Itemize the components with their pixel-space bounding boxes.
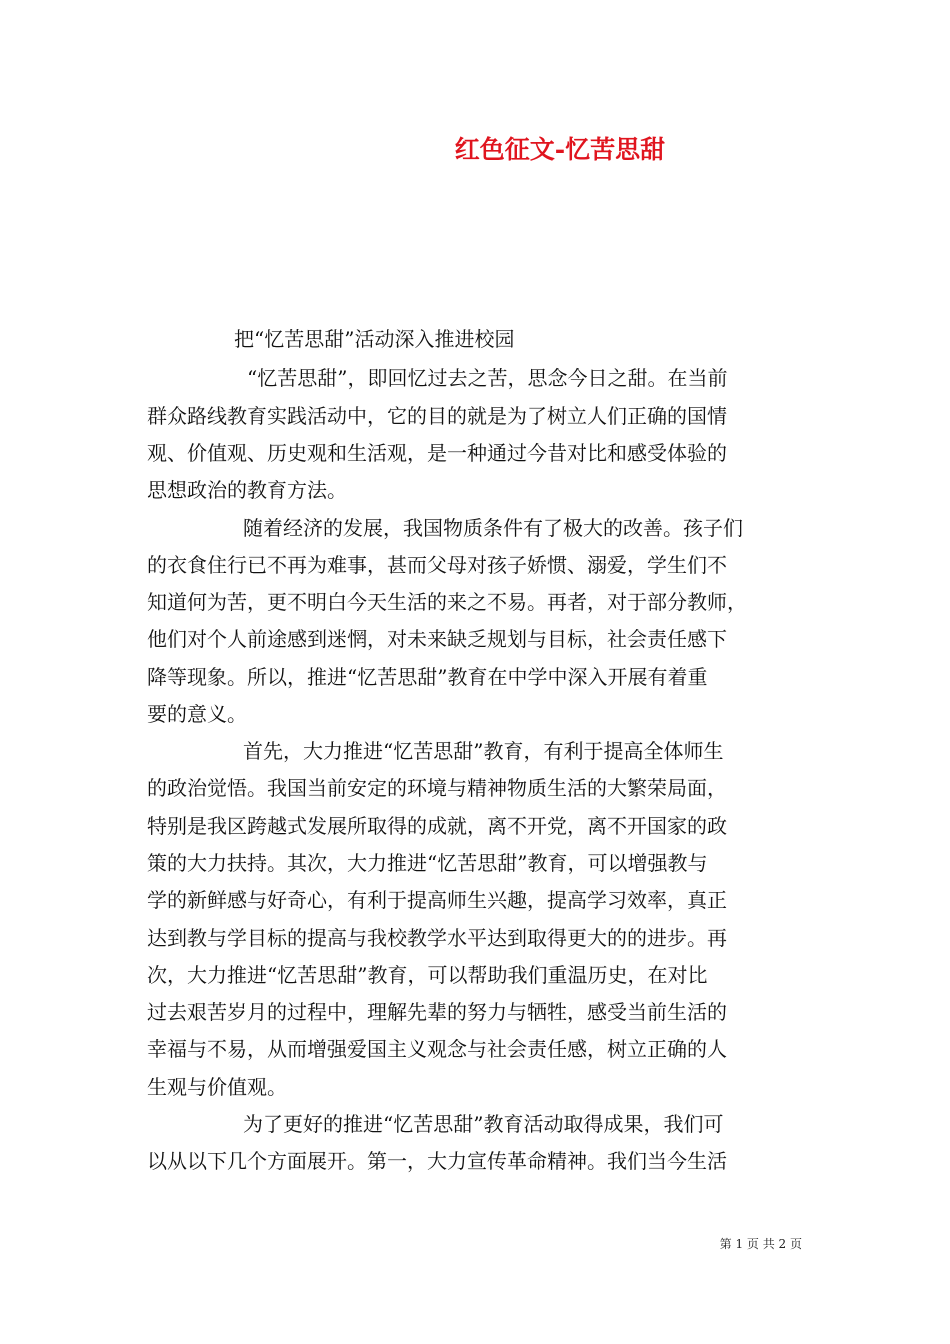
paragraph-line: 首先，大力推进“忆苦思甜”教育，有利于提高全体师生: [243, 739, 724, 763]
paragraph-line: 的衣食住行已不再为难事，甚而父母对孩子娇惯、溺爱，学生们不: [147, 553, 727, 577]
paragraph-line: 降等现象。所以，推进“忆苦思甜”教育在中学中深入开展有着重: [147, 665, 708, 689]
document-title: 红色征文-忆苦思甜: [454, 135, 666, 164]
paragraph-line: 为了更好的推进“忆苦思甜”教育活动取得成果，我们可: [243, 1112, 724, 1136]
document-subtitle: 把“忆苦思甜”活动深入推进校园: [234, 327, 515, 351]
paragraph-line: 特别是我区跨越式发展所取得的成就，离不开党，离不开国家的政: [147, 814, 727, 838]
paragraph-line: 要的意义。: [147, 702, 247, 726]
paragraph-line: 他们对个人前途感到迷惘，对未来缺乏规划与目标，社会责任感下: [147, 627, 727, 651]
paragraph-line: “忆苦思甜”，即回忆过去之苦，思念今日之甜。在当前: [247, 366, 728, 390]
paragraph-line: 思想政治的教育方法。: [147, 478, 347, 502]
paragraph-line: 群众路线教育实践活动中，它的目的就是为了树立人们正确的国情: [147, 404, 727, 428]
paragraph-line: 策的大力扶持。其次，大力推进“忆苦思甜”教育，可以增强教与: [147, 851, 708, 875]
paragraph-line: 学的新鲜感与好奇心，有利于提高师生兴趣，提高学习效率，真正: [147, 888, 727, 912]
paragraph-line: 知道何为苦，更不明白今天生活的来之不易。再者，对于部分教师，: [147, 590, 747, 614]
paragraph-line: 幸福与不易，从而增强爱国主义观念与社会责任感，树立正确的人: [147, 1037, 727, 1061]
paragraph-line: 随着经济的发展，我国物质条件有了极大的改善。孩子们: [243, 516, 743, 540]
page-footer: 第 1 页 共 2 页: [719, 1237, 802, 1251]
paragraph-line: 达到教与学目标的提高与我校教学水平达到取得更大的的进步。再: [147, 926, 727, 950]
paragraph-line: 观、价值观、历史观和生活观，是一种通过今昔对比和感受体验的: [147, 441, 727, 465]
paragraph-line: 生观与价值观。: [147, 1075, 287, 1099]
paragraph-line: 以从以下几个方面展开。第一，大力宣传革命精神。我们当今生活: [147, 1149, 727, 1173]
paragraph-line: 的政治觉悟。我国当前安定的环境与精神物质生活的大繁荣局面，: [147, 776, 727, 800]
paragraph-line: 次，大力推进“忆苦思甜”教育，可以帮助我们重温历史，在对比: [147, 963, 708, 987]
paragraph-line: 过去艰苦岁月的过程中，理解先辈的努力与牺牲，感受当前生活的: [147, 1000, 727, 1024]
